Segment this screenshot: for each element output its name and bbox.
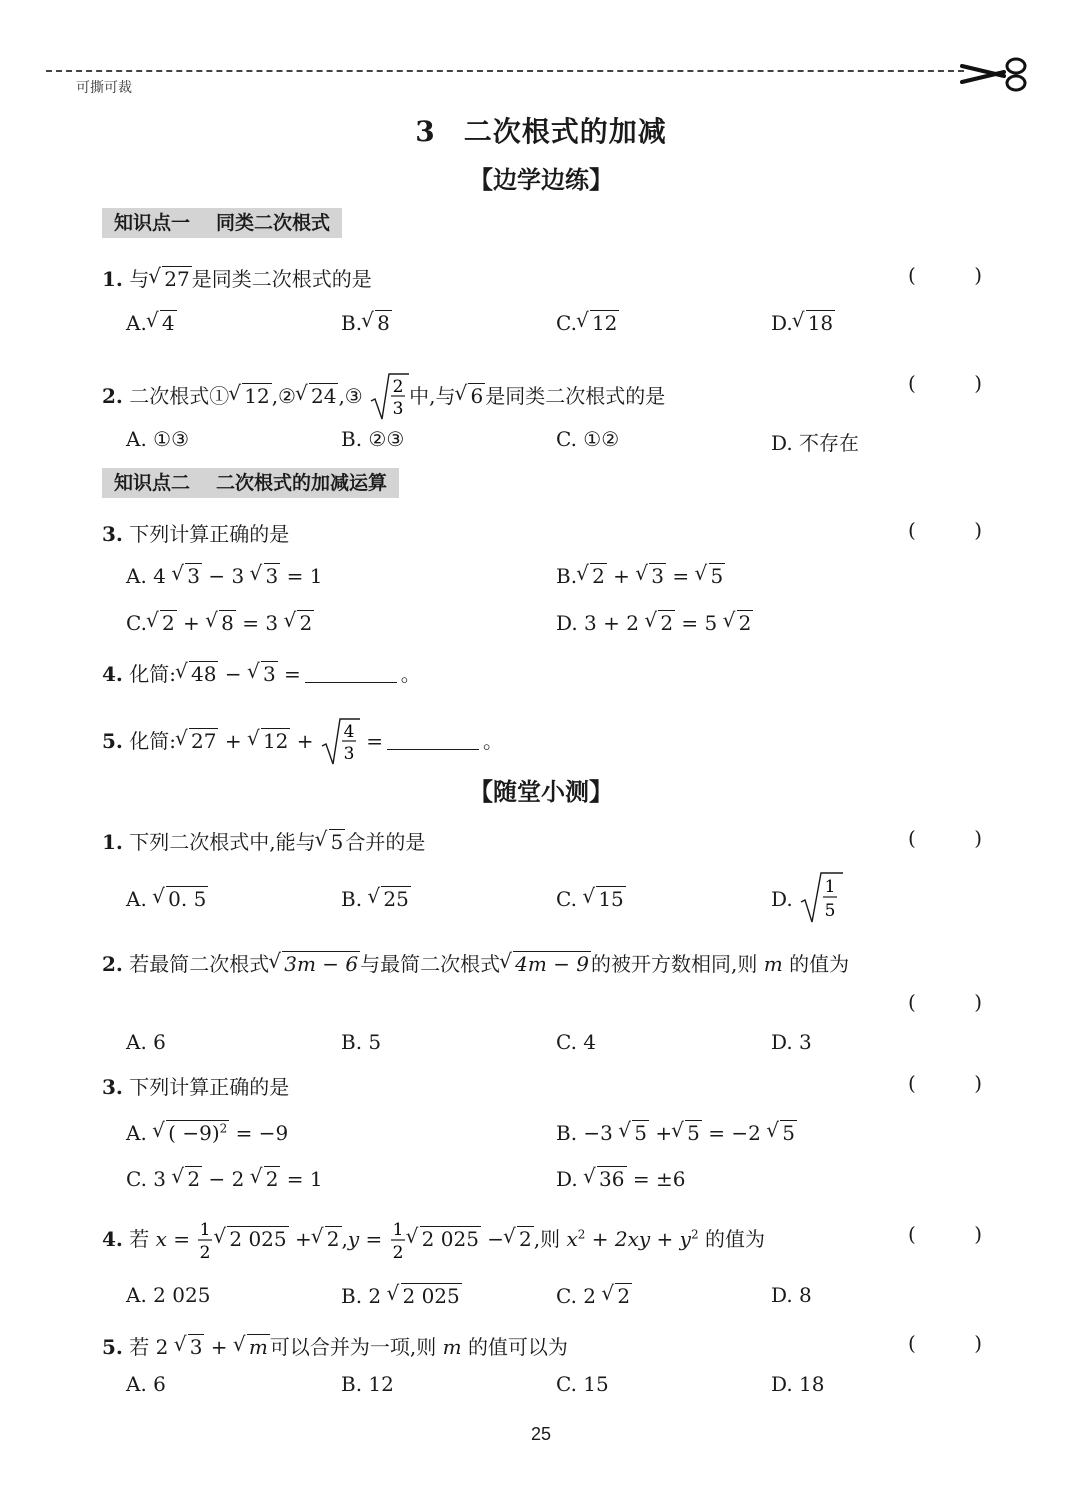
question-1: 1. 与√ 27 是同类二次根式的是 ( ) bbox=[102, 263, 982, 292]
question-4: 4. 化简:√ 48 − √ 3 = 。 bbox=[102, 658, 982, 687]
question-number: 5. bbox=[102, 729, 123, 753]
radical-fraction bbox=[799, 870, 843, 926]
chapter-number: 3 bbox=[415, 115, 436, 148]
option-c[interactable]: C. 3 √ 2 − 2 √ 2 = 1 bbox=[126, 1166, 323, 1192]
question-number: 5. bbox=[102, 1335, 123, 1359]
question-number: 4. bbox=[102, 662, 123, 686]
option-c[interactable]: C.√ 2 + √ 8 = 3 √ 2 bbox=[126, 610, 314, 636]
option-a[interactable]: A.√ 4 bbox=[126, 310, 177, 336]
option-c[interactable]: C. √ 15 bbox=[556, 886, 626, 912]
knowledge-point-2 bbox=[102, 468, 399, 498]
fraction-denominator: 5 bbox=[824, 901, 836, 921]
fraction-numerator: 2 bbox=[392, 377, 404, 397]
fraction bbox=[196, 1214, 214, 1266]
answer-blank[interactable] bbox=[387, 749, 479, 750]
option-a[interactable]: A. 2 025 bbox=[126, 1283, 211, 1307]
svg-text:1: 1 bbox=[199, 1220, 211, 1240]
option-d[interactable]: D. 不存在 bbox=[771, 431, 860, 455]
option-d[interactable]: D. 8 bbox=[771, 1283, 812, 1307]
worksheet-page: 可撕可裁 3 二次根式的加减 【边学边练】 知识点一 同类二次根式 1. 与√ 27 是同类二次根式的是 ( ) A.√ 4 B.√ 8 C.√ 12 D.√ 18 2. 二次根式①√ 12 ,②√ 24 ,③ 2 3 中,与√ 6 是同类二次根式的是 ( ) A. ①③ B. ②③ C. ①② D. 不存在 知识点二 二次根式的加减运算 3. 下列计算正确的是 ( ) A. 4 √ 3 − 3 √ 3 = 1 B.√ 2 + √ 3 = √ 5 C.√ 2 + √ 8 = 3 √ 2 D. 3 + 2 √ 2 = 5 √ 2 4. 化简:√ 48 − √ 3 = 。 5. 化简:√ 27 + √ 12 + 4 3 = 。 【随堂小测】 1. 下列二次根式中,能与√ 5 合并的是 ( ) A. √ 0. 5 B. √ 25 C. √ 15 D. 1 5 2. 若最简二次根式√ 3m − 6 与最简二次根式√ 4m − 9 的被开方数相同,则 m 的值为 ( ) A. 6 B. 5 C. 4 D. 3 3. 下列计算正确的是 ( ) A. √ ( −9)$^2$ = −9 B. −3 √ 5 +√ 5 = −2 √ 5 C. 3 √ 2 − 2 √ 2 = 1 D. √ 36 = ±6 4. 若 x = 1 2 √ 2 025 +√ 2 ,y = 1 2 √ 2 025 −√ 2 ,则 $x^2 + 2xy + y^2$ 的值为 ( ) A. 2 025 B. 2 √ 2 025 C. 2 √ 2 D. 8 5. 若 2 √ 3 + √ m 可以合并为一项,则 m 的值可以为 ( ) A. 6 B. 12 C. 15 D. 18 25 bbox=[0, 0, 1082, 1507]
question-number: 2. bbox=[102, 384, 123, 408]
option-b[interactable]: B. −3 √ 5 +√ 5 = −2 √ 5 bbox=[556, 1120, 797, 1146]
fraction bbox=[389, 1214, 407, 1266]
question-number: 3. bbox=[102, 522, 123, 546]
svg-text:2: 2 bbox=[392, 1243, 404, 1263]
option-b[interactable]: B. ②③ bbox=[341, 427, 405, 451]
option-a[interactable]: A. √ 0. 5 bbox=[126, 886, 208, 912]
option-d[interactable]: D. 18 bbox=[771, 1372, 825, 1396]
option-d[interactable]: D. 3 + 2 √ 2 = 5 √ 2 bbox=[556, 610, 753, 636]
question-3: 3. 下列计算正确的是 ( ) bbox=[102, 518, 982, 546]
radical: √ 27 bbox=[150, 266, 191, 292]
option-d[interactable]: D. √ 36 = ±6 bbox=[556, 1166, 685, 1192]
option-c[interactable]: C. 4 bbox=[556, 1030, 597, 1054]
option-b[interactable]: B.√ 8 bbox=[341, 310, 392, 336]
cut-label: 可撕可裁 bbox=[76, 80, 132, 96]
chapter-title bbox=[0, 110, 1082, 150]
option-d[interactable]: D. 1 5 bbox=[771, 870, 843, 926]
section-heading-quiz: 【随堂小测】 bbox=[469, 778, 613, 806]
quiz-question-5: 5. 若 2 √ 3 + √ m 可以合并为一项,则 m 的值可以为 ( ) bbox=[102, 1331, 982, 1360]
fraction-denominator: 3 bbox=[392, 399, 404, 419]
option-c[interactable]: C. 2 √ 2 bbox=[556, 1283, 632, 1309]
kp1-label: 知识点一 bbox=[114, 212, 191, 234]
kp2-label: 知识点二 bbox=[114, 472, 191, 494]
option-a[interactable]: A. 6 bbox=[126, 1372, 166, 1396]
question-number: 1. bbox=[102, 267, 123, 291]
scissors-icon bbox=[960, 56, 1030, 92]
option-b[interactable]: B. 2 √ 2 025 bbox=[341, 1283, 462, 1309]
fraction-numerator: 1 bbox=[824, 877, 836, 897]
dashed-cut-line bbox=[46, 70, 964, 72]
option-b[interactable]: B. 12 bbox=[341, 1372, 394, 1396]
chapter-title-text: 二次根式的加减 bbox=[463, 115, 667, 148]
option-c[interactable]: C. ①② bbox=[556, 427, 620, 451]
question-number: 4. bbox=[102, 1227, 123, 1251]
question-number: 3. bbox=[102, 1075, 123, 1099]
page-number: 25 bbox=[530, 1424, 552, 1444]
quiz-question-3: 3. 下列计算正确的是 ( ) bbox=[102, 1071, 982, 1099]
answer-blank[interactable] bbox=[305, 682, 397, 683]
fraction-denominator: 3 bbox=[343, 744, 355, 764]
section-heading-practice: 【边学边练】 bbox=[469, 166, 613, 194]
question-number: 2. bbox=[102, 952, 123, 976]
fraction-numerator: 4 bbox=[343, 722, 355, 742]
option-c[interactable]: C. 15 bbox=[556, 1372, 609, 1396]
knowledge-point-1 bbox=[102, 208, 342, 238]
question-2: 2. 二次根式①√ 12 ,②√ 24 ,③ 2 3 中,与√ 6 是同类二次根式的是 ( ) bbox=[102, 371, 982, 423]
radical-fraction bbox=[369, 371, 409, 423]
question-5: 5. 化简:√ 27 + √ 12 + 4 3 = 。 bbox=[102, 716, 982, 768]
option-d[interactable]: D.√ 18 bbox=[771, 310, 835, 336]
option-d[interactable]: D. 3 bbox=[771, 1030, 812, 1054]
option-a[interactable]: A. 6 bbox=[126, 1030, 166, 1054]
svg-text:1: 1 bbox=[392, 1220, 404, 1240]
radical-fraction bbox=[320, 716, 360, 768]
svg-text:2: 2 bbox=[199, 1243, 211, 1263]
quiz-question-4: 4. 若 x = 1 2 √ 2 025 +√ 2 ,y = 1 2 √ 2 025 −√ 2 ,则 $x^2 + 2xy + y^2$ 的值为 ( ) bbox=[102, 1214, 982, 1266]
option-a[interactable]: A. ①③ bbox=[126, 427, 190, 451]
question-text: 与 bbox=[129, 267, 150, 291]
option-b[interactable]: B.√ 2 + √ 3 = √ 5 bbox=[556, 563, 725, 589]
option-b[interactable]: B. 5 bbox=[341, 1030, 382, 1054]
option-b[interactable]: B. √ 25 bbox=[341, 886, 411, 912]
option-a[interactable]: A. √ ( −9)$^2$ = −9 bbox=[126, 1120, 288, 1146]
kp2-title: 二次根式的加减运算 bbox=[216, 472, 388, 494]
option-a[interactable]: A. 4 √ 3 − 3 √ 3 = 1 bbox=[126, 563, 322, 589]
quiz-question-2: 2. 若最简二次根式√ 3m − 6 与最简二次根式√ 4m − 9 的被开方数相同,则 m 的值为 bbox=[102, 948, 982, 977]
kp1-title: 同类二次根式 bbox=[216, 212, 331, 234]
option-c[interactable]: C.√ 12 bbox=[556, 310, 619, 336]
question-text: 是同类二次根式的是 bbox=[191, 267, 372, 291]
question-number: 1. bbox=[102, 830, 123, 854]
quiz-question-1: 1. 下列二次根式中,能与√ 5 合并的是 ( ) bbox=[102, 826, 982, 855]
